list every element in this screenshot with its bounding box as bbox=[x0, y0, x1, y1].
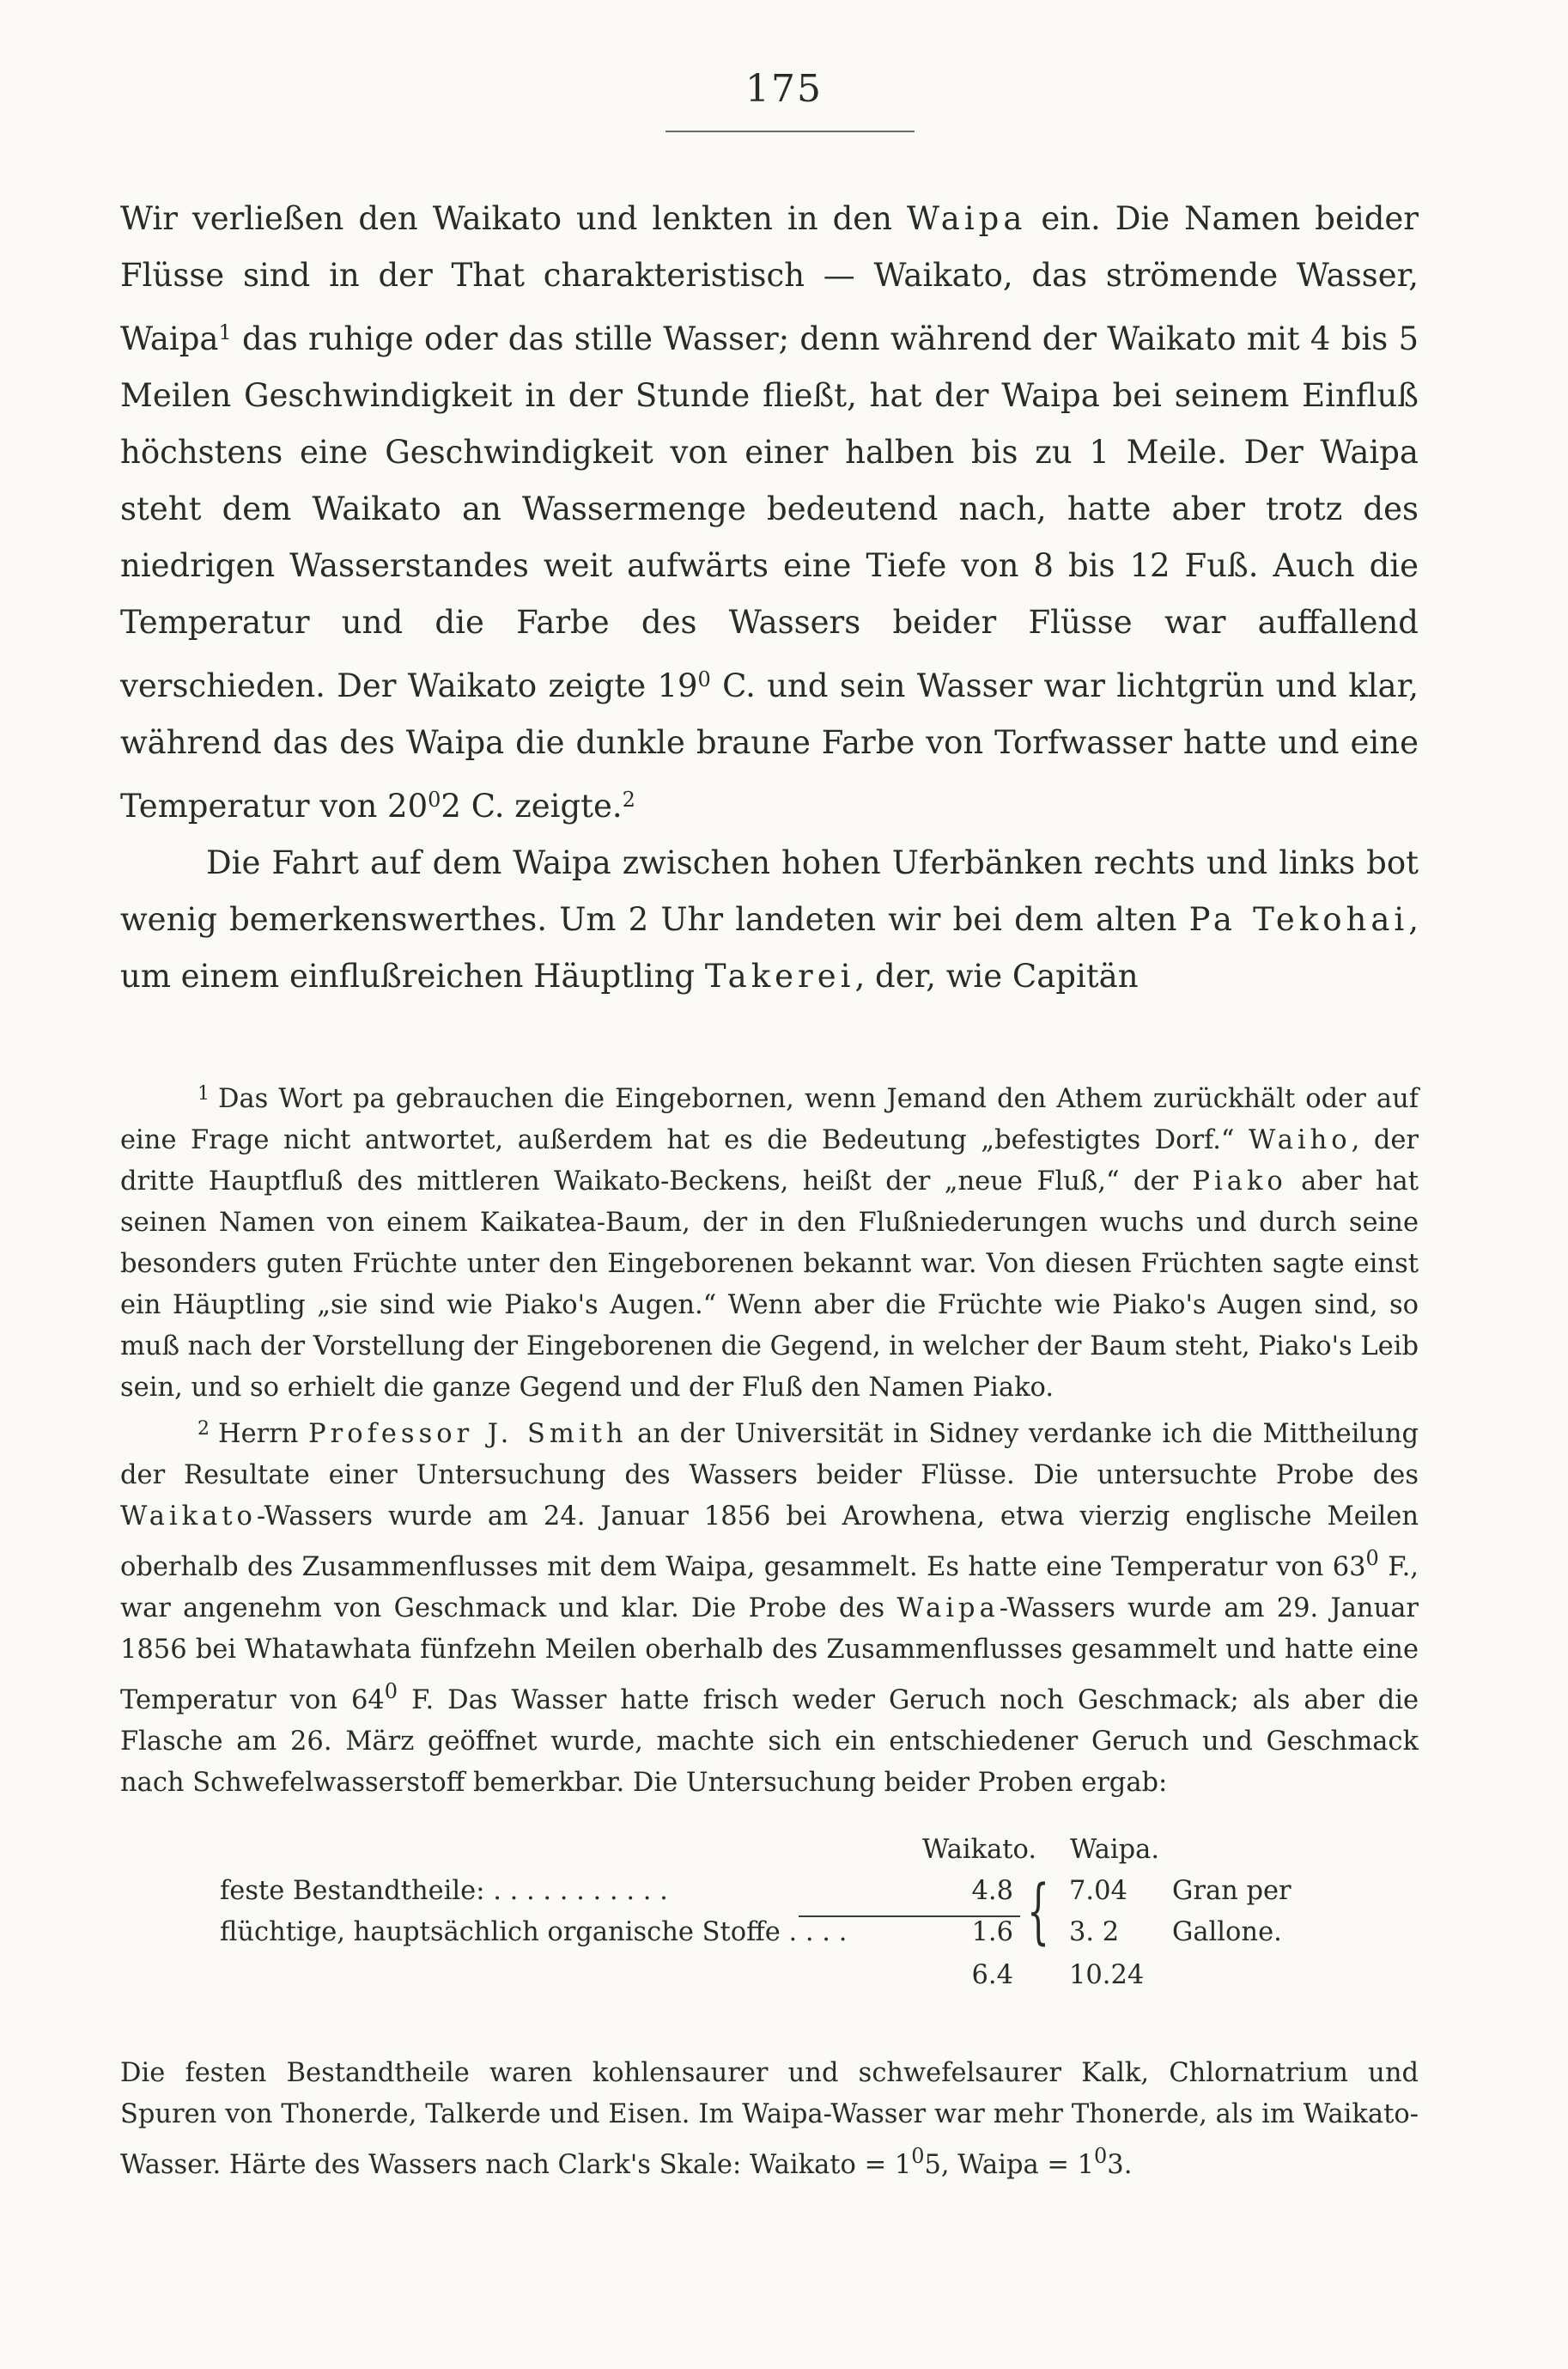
footnote-text bbox=[120, 1419, 1419, 1798]
text-run: , der, wie Capitän bbox=[854, 958, 1139, 995]
footnote-1 bbox=[120, 1074, 1419, 1409]
superscript: 0 bbox=[384, 1679, 398, 1703]
superscript: 2 bbox=[622, 788, 635, 812]
emphasized-name: Waipa bbox=[896, 1593, 1000, 1623]
unit-label: Gallone. bbox=[1172, 1917, 1282, 1947]
emphasized-name: Waipa bbox=[906, 200, 1027, 237]
superscript: 0 bbox=[911, 2144, 925, 2168]
closing-paragraph bbox=[120, 2053, 1419, 2186]
closing-text bbox=[120, 2053, 1419, 2186]
table-row bbox=[120, 1912, 1419, 1953]
table-header bbox=[120, 1830, 1419, 1871]
superscript: 0 bbox=[428, 788, 441, 812]
footnote-marker: 2 bbox=[198, 1418, 210, 1440]
page-number: 175 bbox=[745, 67, 823, 111]
waipa-total: 10.24 bbox=[1069, 1960, 1145, 1990]
waikato-value: 1.6 bbox=[971, 1917, 1013, 1947]
text-run: F. Das Wasser hatte frisch weder Geruch noch Geschmack; als aber die Flasche am 26. März geöffnet wurde, machte sich ein entschiedener Geruch und Geschmack nach Schwefelwasserstoff bemerkbar. Die Untersuchung beider Proben ergab: bbox=[120, 1685, 1419, 1798]
analysis-table bbox=[120, 1830, 1419, 1996]
emphasized-name: Pa Tekohai bbox=[1188, 901, 1409, 938]
text-run: aber hat seinen Namen von einem Kaikatea-Baum, der in den Flußniederungen wuchs und durch seine besonders guten Früchte unter den Eingeborenen bekannt war. Von diesen Früchten sagte einst ein Häuptling „sie sind wie Piako's Augen.“ Wenn aber die Früchte wie Piako's Augen sind, so muß nach der Vorstellung der Eingeborenen die Gegend, in welcher der Baum steht, Piako's Leib sein, und so erhielt die ganze Gegend und der Fluß den Namen Piako. bbox=[120, 1166, 1419, 1403]
row-label: flüchtige, hauptsächlich organische Stoffe . . . . bbox=[220, 1917, 848, 1947]
text-run: 3. bbox=[1107, 2150, 1133, 2180]
waipa-value: 3. 2 bbox=[1069, 1917, 1120, 1947]
footnotes bbox=[120, 1074, 1419, 1804]
text-run: , der dritte Hauptfluß des mittleren Waikato-Beckens, heißt der „neue Fluß,“ der bbox=[120, 1125, 1419, 1197]
superscript: 0 bbox=[1094, 2144, 1108, 2168]
text-run: Herrn bbox=[218, 1419, 309, 1449]
superscript: 0 bbox=[697, 667, 711, 691]
waikato-value: 4.8 bbox=[971, 1876, 1013, 1906]
superscript: 1 bbox=[218, 320, 232, 344]
emphasized-name: Waikato bbox=[120, 1501, 257, 1532]
row-label: feste Bestandtheile: . . . . . . . . . . . bbox=[220, 1876, 668, 1906]
header-rule bbox=[665, 131, 915, 132]
text-run: das ruhige oder das stille Wasser; denn während der Waikato mit 4 bis 5 Meilen Geschwindigkeit in der Stunde fließt, hat der Waipa bei seinem Einfluß höchstens eine Geschwindigkeit von einer halben bis zu 1 Meile. Der Waipa steht dem Waikato an Wassermenge bedeutend nach, hatte aber trotz des niedrigen Wasserstandes weit aufwärts eine Tiefe von 8 bis 12 Fuß. Auch die Temperatur und die Farbe des Wassers beider Flüsse war auffallend verschieden. Der Waikato zeigte 19 bbox=[120, 320, 1419, 704]
paragraph-2 bbox=[120, 835, 1419, 1005]
text-run: Das Wort pa gebrauchen die Eingebornen, wenn Jemand den Athem zurückhält oder auf eine Frage nicht antwortet, außerdem hat es die Bedeutung „befestigtes Dorf.“ bbox=[120, 1084, 1419, 1155]
emphasized-name: Takerei bbox=[704, 958, 855, 995]
unit-label: Gran per bbox=[1172, 1876, 1291, 1906]
text-run: , um einem einflußreichen Häuptling bbox=[120, 901, 1419, 995]
sum-rule bbox=[799, 1915, 1020, 1917]
text-run: -Wassers wurde am 29. Januar 1856 bei Whatawhata fünfzehn Meilen oberhalb des Zusammenflusses gesammelt und hatte eine Temperatur von 64 bbox=[120, 1593, 1419, 1715]
footnote-text bbox=[120, 1084, 1419, 1403]
text-run: Die festen Bestandtheile waren kohlensaurer und schwefelsaurer Kalk, Chlornatrium und Spuren von Thonerde, Talkerde und Eisen. Im Waipa-Wasser war mehr Thonerde, als im Waikato-Wasser. Härte des Wassers nach Clark's Skale: Waikato = 1 bbox=[120, 2058, 1419, 2180]
table-row bbox=[120, 1871, 1419, 1912]
text-run: 5, Waipa = 1 bbox=[924, 2150, 1095, 2180]
emphasized-name: Professor J. Smith bbox=[308, 1419, 628, 1449]
column-header-waikato: Waikato. bbox=[922, 1835, 1037, 1865]
text-run: Die Fahrt auf dem Waipa zwischen hohen Uferbänken rechts und links bot wenig bemerkenswerthes. Um 2 Uhr landeten wir bei dem alten bbox=[120, 844, 1419, 938]
footnote-2 bbox=[120, 1409, 1419, 1804]
brace-glyph: { bbox=[1027, 1871, 1050, 1952]
waikato-total: 6.4 bbox=[971, 1960, 1013, 1990]
text-run: C. und sein Wasser war lichtgrün und klar, während das des Waipa die dunkle braune Farbe von Torfwasser hatte und eine Temperatur von 20 bbox=[120, 667, 1419, 825]
text-run: 2 C. zeigte. bbox=[441, 788, 623, 825]
main-text bbox=[120, 191, 1419, 1005]
column-header-waipa: Waipa. bbox=[1070, 1835, 1160, 1865]
table-total-row bbox=[120, 1955, 1419, 1996]
superscript: 0 bbox=[1365, 1546, 1379, 1570]
text-run: an der Universität in Sidney verdanke ich die Mittheilung der Resultate einer Untersuchung des Wassers beider Flüsse. Die untersuchte Probe des bbox=[120, 1419, 1419, 1490]
text-run: ein. Die Namen beider Flüsse sind in der That charakteristisch — Waikato, das strömende Wasser, Waipa bbox=[120, 200, 1419, 357]
emphasized-name: Piako bbox=[1192, 1166, 1287, 1197]
paragraph-1 bbox=[120, 191, 1419, 835]
text-run: -Wassers wurde am 24. Januar 1856 bei Arowhena, etwa vierzig englische Meilen oberhalb des Zusammenflusses mit dem Waipa, gesammelt. Es hatte eine Temperatur von 63 bbox=[120, 1501, 1419, 1582]
text-run: Wir verließen den Waikato und lenkten in den bbox=[120, 200, 907, 237]
waipa-value: 7.04 bbox=[1069, 1876, 1127, 1906]
footnote-marker: 1 bbox=[198, 1083, 210, 1105]
emphasized-name: Waiho bbox=[1249, 1125, 1352, 1155]
text-run: F., war angenehm von Geschmack und klar. Die Probe des bbox=[120, 1552, 1419, 1623]
